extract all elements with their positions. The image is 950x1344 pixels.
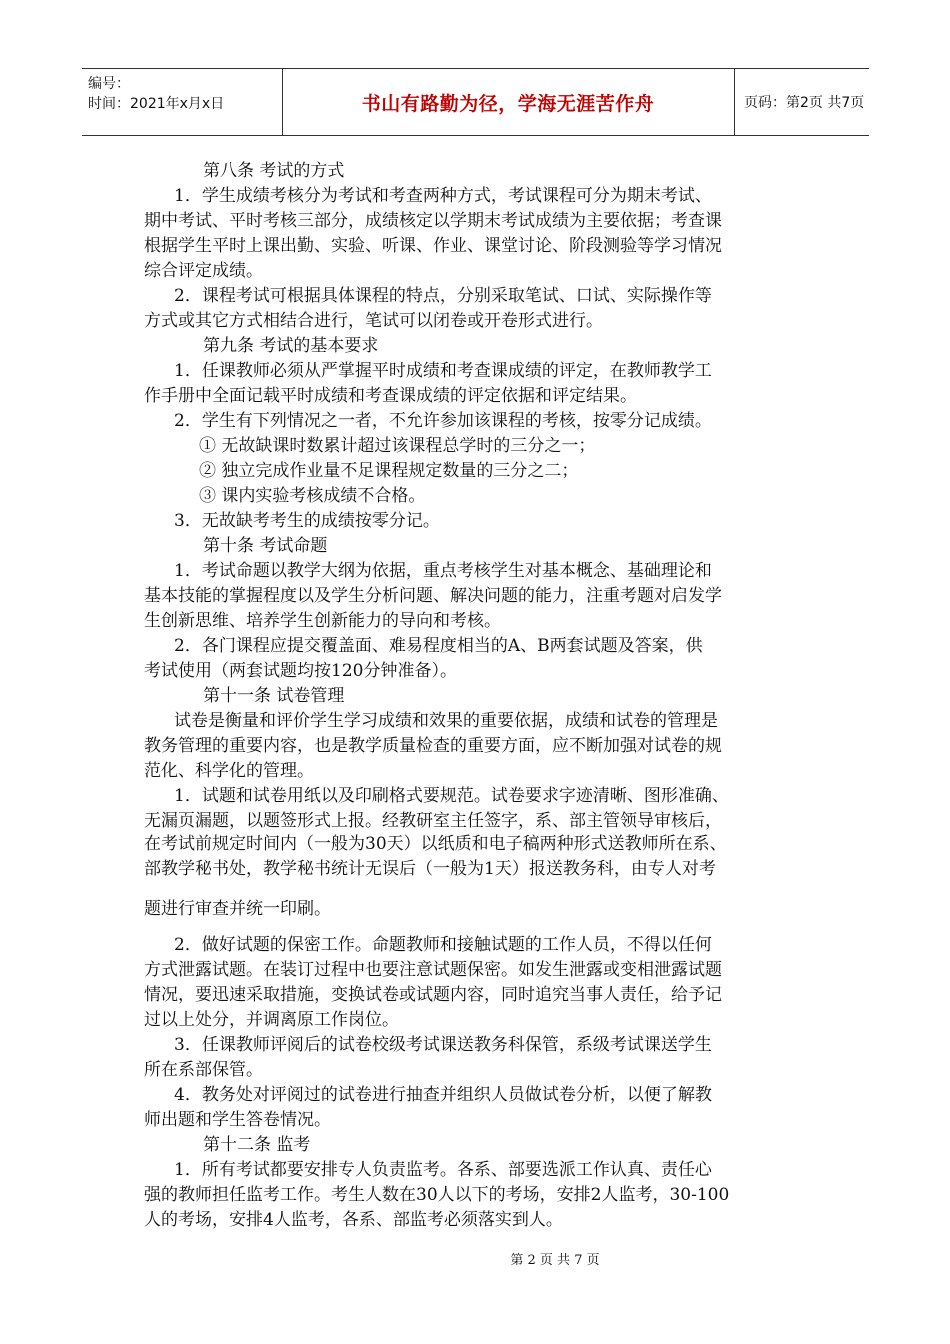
paragraph-line: 教务管理的重要内容，也是教学质量检查的重要方面，应不断加强对试卷的规 bbox=[144, 736, 722, 756]
paragraph-line: 无漏页漏题，以题签形式上报。经教研室主任签字，系、部主管领导审核后， bbox=[144, 811, 722, 831]
header-page-number: 页码：第2页 共7页 bbox=[744, 95, 865, 111]
paragraph-line: 2．课程考试可根据具体课程的特点，分别采取笔试、口试、实际操作等 bbox=[174, 286, 712, 306]
article-heading: 第十一条 试卷管理 bbox=[203, 686, 345, 706]
paragraph-line: 2．各门课程应提交覆盖面、难易程度相当的A、B两套试题及答案，供 bbox=[174, 636, 703, 656]
article-heading: 第八条 考试的方式 bbox=[203, 161, 345, 181]
paragraph-line: 3．任课教师评阅后的试卷校级考试课送教务科保管，系级考试课送学生 bbox=[174, 1035, 712, 1055]
header-meta-cell bbox=[82, 69, 283, 135]
header-motto-cell bbox=[282, 69, 735, 135]
footer-page-number: 第 2 页 共 7 页 bbox=[510, 1253, 600, 1268]
doc-time-label: 时间：2021年x月x日 bbox=[88, 96, 225, 112]
paragraph-line: 试卷是衡量和评价学生学习成绩和效果的重要依据，成绩和试卷的管理是 bbox=[174, 711, 718, 731]
list-item: ② 独立完成作业量不足课程规定数量的三分之二； bbox=[199, 461, 579, 481]
paragraph-line: 综合评定成绩。 bbox=[144, 261, 263, 281]
article-heading: 第十条 考试命题 bbox=[203, 536, 328, 556]
paragraph-line: 2．做好试题的保密工作。命题教师和接触试题的工作人员，不得以任何 bbox=[174, 935, 712, 955]
list-item: ③ 课内实验考核成绩不合格。 bbox=[199, 486, 426, 506]
paragraph-line: 情况，要迅速采取措施，变换试卷或试题内容，同时追究当事人责任，给予记 bbox=[144, 985, 722, 1005]
paragraph-line: 期中考试、平时考核三部分，成绩核定以学期末考试成绩为主要依据；考查课 bbox=[144, 211, 722, 231]
paragraph-line: 基本技能的掌握程度以及学生分析问题、解决问题的能力，注重考题对启发学 bbox=[144, 586, 722, 606]
paragraph-line: 人的考场，安排4人监考，各系、部监考必须落实到人。 bbox=[144, 1210, 563, 1230]
doc-code-label: 编号： bbox=[88, 76, 130, 92]
paragraph-line: 方式泄露试题。在装订过程中也要注意试题保密。如发生泄露或变相泄露试题 bbox=[144, 960, 722, 980]
header-motto: 书山有路勤为径，学海无涯苦作舟 bbox=[361, 92, 655, 115]
paragraph-line: 过以上处分，并调离原工作岗位。 bbox=[144, 1010, 399, 1030]
paragraph-line: 根据学生平时上课出勤、实验、听课、作业、课堂讨论、阶段测验等学习情况 bbox=[144, 236, 722, 256]
paragraph-line: 考试使用（两套试题均按120分钟准备）。 bbox=[144, 661, 457, 681]
paragraph-line: 1．试题和试卷用纸以及印刷格式要规范。试卷要求字迹清晰、图形准确、 bbox=[174, 786, 729, 806]
header-pager-cell bbox=[734, 69, 869, 135]
list-item: ① 无故缺课时数累计超过该课程总学时的三分之一； bbox=[199, 436, 596, 456]
paragraph-line: 1．所有考试都要安排专人负责监考。各系、部要选派工作认真、责任心 bbox=[174, 1160, 712, 1180]
paragraph-line: 作手册中全面记载平时成绩和考查课成绩的评定依据和评定结果。 bbox=[144, 386, 637, 406]
paragraph-line: 3．无故缺考考生的成绩按零分记。 bbox=[174, 511, 440, 531]
paragraph-line: 1．学生成绩考核分为考试和考查两种方式，考试课程可分为期末考试、 bbox=[174, 186, 712, 206]
paragraph-line: 方式或其它方式相结合进行，笔试可以闭卷或开卷形式进行。 bbox=[144, 311, 603, 331]
paragraph-line: 1．考试命题以教学大纲为依据，重点考核学生对基本概念、基础理论和 bbox=[174, 561, 712, 581]
paragraph-line: 强的教师担任监考工作。考生人数在30人以下的考场，安排2人监考，30-100 bbox=[144, 1185, 730, 1205]
page-footer bbox=[0, 1249, 950, 1268]
article-heading: 第九条 考试的基本要求 bbox=[203, 336, 379, 356]
paragraph-line: 范化、科学化的管理。 bbox=[144, 761, 314, 781]
page-header bbox=[82, 68, 869, 136]
paragraph-line: 师出题和学生答卷情况。 bbox=[144, 1110, 331, 1130]
paragraph-line: 2．学生有下列情况之一者，不允许参加该课程的考核，按零分记成绩。 bbox=[174, 411, 712, 431]
paragraph-line: 4．教务处对评阅过的试卷进行抽查并组织人员做试卷分析，以便了解教 bbox=[174, 1085, 712, 1105]
paragraph-line: 部教学秘书处，教学秘书统计无误后（一般为1天）报送教务科，由专人对考 bbox=[144, 859, 716, 879]
paragraph-line: 在考试前规定时间内（一般为30天）以纸质和电子稿两种形式送教师所在系、 bbox=[144, 834, 727, 854]
paragraph-line: 1．任课教师必须从严掌握平时成绩和考查课成绩的评定，在教师教学工 bbox=[174, 361, 712, 381]
paragraph-line: 所在系部保管。 bbox=[144, 1060, 263, 1080]
article-heading: 第十二条 监考 bbox=[203, 1135, 311, 1155]
paragraph-line: 题进行审查并统一印刷。 bbox=[144, 899, 331, 919]
paragraph-line: 生创新思维、培养学生创新能力的导向和考核。 bbox=[144, 611, 501, 631]
